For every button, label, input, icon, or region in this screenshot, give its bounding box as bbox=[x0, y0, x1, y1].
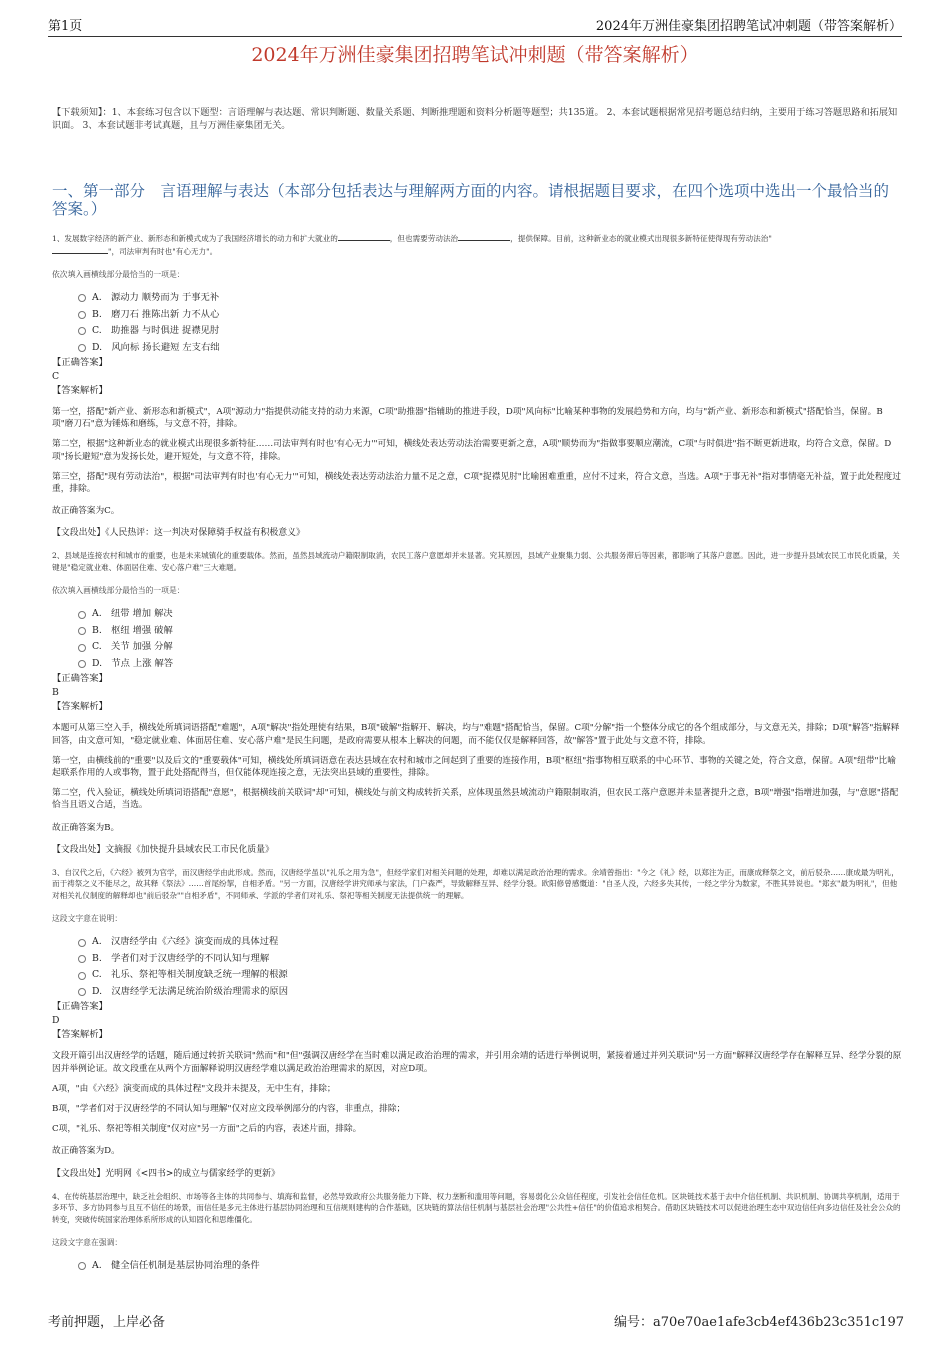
option-a[interactable]: A. 源动力 顺势而为 于事无补 bbox=[78, 290, 904, 307]
question-prompt: 依次填入画横线部分最恰当的一项是： bbox=[52, 270, 185, 279]
page-footer bbox=[48, 1311, 904, 1329]
option-a[interactable]: A. 健全信任机制是基层协同治理的条件 bbox=[78, 1258, 904, 1275]
source-citation: 【文段出处】《人民热评：这一判决对保障骑手权益有积极意义》 bbox=[52, 528, 305, 539]
question-stem: 3、自汉代之后，《六经》被列为官学，而汉唐经学由此形成。然而，汉唐经学虽以"礼乐之用为急"，但经学家们对相关问题的处理，却难以满足政治治理的需求。余靖曾指出："今之《礼》经，以郑注为正，而康成释祭之文，前后驳杂……康成最为明礼，而于祷祭之义不能尽之，故其释《祭法》……首尾纷挐，自相矛盾。"另一方面，汉唐经学讲究师承与家法，门户森严，导致解释互异、经学分裂。欧阳修曾感慨道："自圣人没，六经多失其传，一经之学分为数家，不胜其异说也。"郑玄"最为明礼"，但他对相关礼仪制度的解释却也"前后驳杂""自相矛盾"，不同师承、学派的学者们对礼乐、祭祀等相关制度无法提供统一的理解。 bbox=[52, 867, 899, 900]
option-b[interactable]: B. 学者们对于汉唐经学的不同认知与理解 bbox=[78, 951, 904, 968]
radio-icon[interactable] bbox=[78, 644, 86, 652]
option-list bbox=[78, 606, 904, 672]
question-4 bbox=[52, 1191, 904, 1275]
option-d[interactable]: D. 风向标 扬长避短 左支右绌 bbox=[78, 340, 904, 357]
analysis-conclusion: 故正确答案为C。 bbox=[52, 506, 120, 517]
option-a[interactable]: A. 纽带 增加 解决 bbox=[78, 606, 904, 623]
radio-icon[interactable] bbox=[78, 988, 86, 996]
radio-icon[interactable] bbox=[78, 311, 86, 319]
question-stem: 2、县域是连接农村和城市的重要，也是未来城镇化的重要载体。然而，虽然县域流动户籍限制取消，农民工落户意愿却并未显著。究其原因，县域产业聚集力弱、公共服务滞后等因素，都影响了其落户意愿。因此，进一步提升县域农民工市民化质量，关键是"稳定就业难、体面居住难、安心落户难"三大难题。 bbox=[52, 551, 900, 572]
section-heading: 一、第一部分 言语理解与表达（本部分包括表达与理解两方面的内容。请根据题目要求，在四个选项中选出一个最恰当的答案。） bbox=[52, 182, 890, 218]
analysis-label: 【答案解析】 bbox=[52, 385, 108, 396]
analysis-paragraph: B项，"学者们对于汉唐经学的不同认知与理解"仅对应文段举例部分的内容，非重点，排除； bbox=[52, 1103, 406, 1114]
page-number: 第1页 bbox=[48, 19, 83, 34]
option-b[interactable]: B. 磨刀石 推陈出新 力不从心 bbox=[78, 307, 904, 324]
radio-icon[interactable] bbox=[78, 294, 86, 302]
blank-line bbox=[52, 245, 108, 254]
question-prompt: 这段文字意在说明： bbox=[52, 914, 123, 924]
analysis-paragraph: 第三空，搭配"现有劳动法治"，根据"司法审判有时也'有心无力'"可知，横线处表达劳动法治力量不足之意，C项"捉襟见肘"比喻困难重重，应付不过来，符合文意，当选。A项"于事无补"指对事情毫无补益，置于此处程度过重，排除。 bbox=[52, 471, 901, 495]
answer-value: D bbox=[52, 1015, 60, 1027]
footer-serial: 编号：a70e70ae1afe3cb4ef436b23c351c197 bbox=[613, 1315, 904, 1330]
question-prompt: 依次填入画横线部分最恰当的一项是： bbox=[52, 586, 185, 596]
answer-value: C bbox=[52, 371, 60, 382]
analysis-label: 【答案解析】 bbox=[52, 701, 108, 713]
analysis-conclusion: 故正确答案为B。 bbox=[52, 822, 120, 833]
analysis-paragraph: C项，"礼乐、祭祀等相关制度"仅对应"另一方面"之后的内容，表述片面，排除。 bbox=[52, 1124, 362, 1135]
radio-icon[interactable] bbox=[78, 344, 86, 352]
document-title: 2024年万洲佳豪集团招聘笔试冲刺题（带答案解析） bbox=[251, 44, 699, 66]
download-notice: 【下载须知】：1、本套练习包含以下题型：言语理解与表达题、常识判断题、数量关系题、判断推理题和资料分析题等题型；共135道。 2、本套试题根据常见招考题总结归纳，主要用于练习答题思路和拓展知识面。 3、本套试题非考试真题，且与万洲佳豪集团无关。 bbox=[52, 107, 898, 131]
option-c[interactable]: C. 助推器 与时俱进 捉襟见肘 bbox=[78, 323, 904, 340]
analysis-paragraph: 第二空，根据"这种新业态的就业模式出现很多新特征……司法审判有时也'有心无力'"可知，横线处表达劳动法治需要更新之意，A项"顺势而为"指做事要顺应潮流，C项"与时俱进"指不断更新进取，均符合文意，保留。D项"扬长避短"意为发扬长处，避开短处，与文意不符，排除。 bbox=[52, 439, 892, 462]
analysis-paragraph: A项，"由《六经》演变而成的具体过程"文段并未提及，无中生有，排除； bbox=[52, 1083, 336, 1094]
option-d[interactable]: D. 汉唐经学无法满足统治阶级治理需求的原因 bbox=[78, 984, 904, 1001]
answer-label: 【正确答案】 bbox=[52, 1001, 108, 1013]
question-2 bbox=[52, 550, 904, 856]
radio-icon[interactable] bbox=[78, 660, 86, 668]
answer-value: B bbox=[52, 687, 59, 699]
question-3 bbox=[52, 867, 904, 1181]
analysis-paragraph: 第二空，代入验证，横线处所填词语搭配"意愿"，根据横线前关联词"却"可知，横线处与前文构成转折关系，应体现虽然县域流动户籍限制取消，但农民工落户意愿并未显著提升之意，B项"增强"指增进加强，与"意愿"搭配恰当且语义合适，当选。 bbox=[52, 788, 899, 811]
source-citation: 【文段出处】文摘报《加快提升县域农民工市民化质量》 bbox=[52, 844, 274, 855]
blank-line bbox=[458, 232, 510, 241]
option-b[interactable]: B. 枢纽 增强 破解 bbox=[78, 623, 904, 640]
document-body bbox=[52, 106, 904, 1275]
radio-icon[interactable] bbox=[78, 1262, 86, 1270]
blank-line bbox=[338, 232, 390, 241]
answer-label: 【正确答案】 bbox=[52, 357, 108, 368]
analysis-paragraph: 第一空，搭配"新产业、新形态和新模式"，A项"源动力"指提供动能支持的动力来源，C项"助推器"指辅助的推进手段，D项"风向标"比喻某种事物的发展趋势和方向，均与"新产业、新形态和新模式"搭配恰当，保留。B项"磨刀石"意为锤炼和磨练，与文意不符，排除。 bbox=[52, 407, 883, 430]
radio-icon[interactable] bbox=[78, 611, 86, 619]
question-1 bbox=[52, 232, 904, 540]
question-prompt: 这段文字意在强调： bbox=[52, 1238, 123, 1248]
option-list bbox=[78, 1258, 904, 1275]
question-stem: 1、发展数字经济的新产业、新形态和新模式成为了我国经济增长的动力和扩大就业的 ，但也需要劳动法治 ，提供保障。目前，这种新业态的就业模式出现很多新特征使得现有劳动法治" "，司法审判有时也"有心无力"。 bbox=[52, 234, 772, 256]
header-doc-title: 2024年万洲佳豪集团招聘笔试冲刺题（带答案解析） bbox=[595, 19, 902, 34]
analysis-paragraph: 文段开篇引出汉唐经学的话题，随后通过转折关联词"然而"和"但"强调汉唐经学在当时难以满足政治治理的需求，并引用余靖的话进行举例说明，紧接着通过并列关联词"另一方面"解释汉唐经学存在解释互异、经学分裂的原因并举例论证。故文段重在从两个方面解释说明汉唐经学难以满足政治治理需求的原因，对应D项。 bbox=[52, 1051, 902, 1074]
radio-icon[interactable] bbox=[78, 939, 86, 947]
analysis-conclusion: 故正确答案为D。 bbox=[52, 1146, 120, 1157]
option-c[interactable]: C. 关节 加强 分解 bbox=[78, 639, 904, 656]
source-citation: 【文段出处】光明网《<四书>的成立与儒家经学的更新》 bbox=[52, 1168, 280, 1179]
radio-icon[interactable] bbox=[78, 327, 86, 335]
radio-icon[interactable] bbox=[78, 972, 86, 980]
radio-icon[interactable] bbox=[78, 627, 86, 635]
option-list bbox=[78, 934, 904, 1000]
question-stem: 4、在传统基层治理中，缺乏社会组织、市场等各主体的共同参与、填海和监督，必然导致政府公共服务能力下降、权力垄断和滥用等问题，容易弱化公众信任程度，引发社会信任危机。区块链技术基于去中介信任机制、共识机制、协调共享机制，适用于多环节、多方协同参与且互不信任的场景，而信任是多元主体进行基层协同治理和互信规则建构的合作基础，区块链的算法信任机制与基层社会治理"公共性+信任"的价值追求相契合。借助区块链技术可以促进治理生态中双边信任向多边信任及社会公众的转变，突破传统国家治理体系所形成的认知固化和思维僵化。 bbox=[52, 1191, 901, 1224]
radio-icon[interactable] bbox=[78, 955, 86, 963]
page-header bbox=[48, 12, 902, 37]
analysis-label: 【答案解析】 bbox=[52, 1029, 108, 1041]
answer-label: 【正确答案】 bbox=[52, 673, 108, 685]
option-list bbox=[78, 290, 904, 356]
footer-slogan: 考前押题，上岸必备 bbox=[48, 1315, 166, 1330]
analysis-paragraph: 第一空，由横线前的"重要"以及后文的"重要载体"可知，横线处所填词语意在表达县域在农村和城市之间起到了重要的连接作用，B项"枢纽"指事物相互联系的中心环节、事物的关键之处，符合文意，保留。A项"纽带"比喻起联系作用的人或事物，置于此处搭配得当，但仅能体现连接之意，无法突出县域的重要性，排除。 bbox=[52, 755, 896, 779]
option-d[interactable]: D. 节点 上涨 解答 bbox=[78, 656, 904, 673]
option-c[interactable]: C. 礼乐、祭祀等相关制度缺乏统一理解的根源 bbox=[78, 967, 904, 984]
option-a[interactable]: A. 汉唐经学由《六经》演变而成的具体过程 bbox=[78, 934, 904, 951]
analysis-paragraph: 本题可从第三空入手，横线处所填词语搭配"难题"，A项"解决"指处理使有结果，B项"破解"指解开、解决，均与"难题"搭配恰当，保留。C项"分解"指一个整体分成它的各个组成部分，与文意无关，排除；D项"解答"指解释回答，由文意可知，"稳定就业难、体面居住难、安心落户难"是民生问题，是政府需要从根本上解决的问题，而不能仅仅是解释回答，故"解答"置于此处与文意不符，排除。 bbox=[52, 723, 900, 746]
